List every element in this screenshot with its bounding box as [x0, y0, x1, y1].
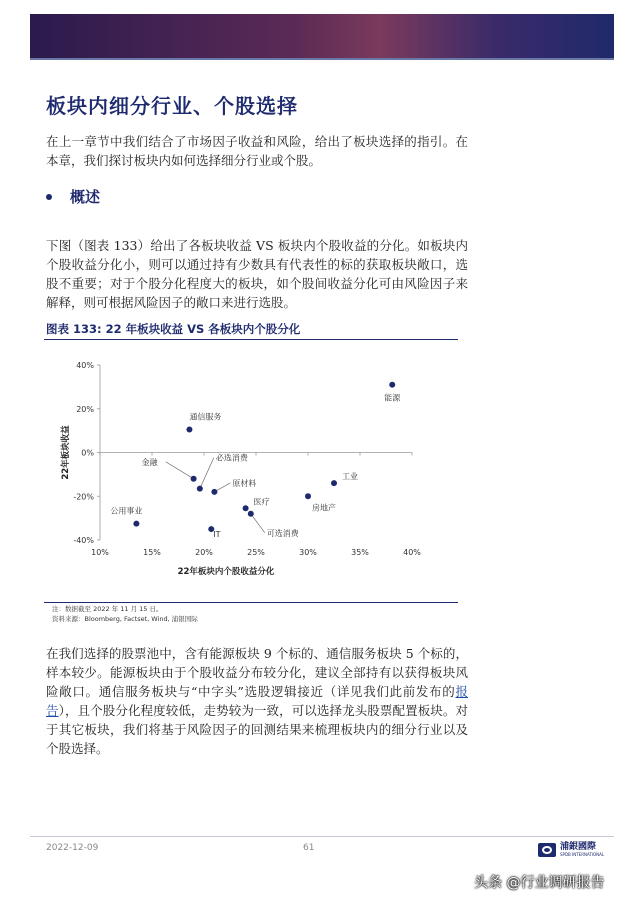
section-title: 概述 — [70, 188, 101, 206]
leader-line — [200, 458, 214, 489]
watermark: 头条 @行业调研报告 — [474, 875, 605, 891]
point-label: 能源 — [384, 393, 401, 403]
data-point — [331, 480, 337, 486]
y-tick-label: -20% — [73, 492, 94, 502]
data-point — [243, 505, 249, 511]
figure-source: 资料来源：Bloomberg, Factset, Wind, 浦银国际 — [52, 615, 198, 623]
point-label: 工业 — [342, 472, 358, 482]
figure-title: 图表 133: 22 年板块收益 VS 各板块内个股分化 — [46, 322, 301, 336]
x-tick-label: 15% — [143, 548, 161, 557]
point-label: 房地产 — [312, 503, 336, 513]
y-tick-labels — [73, 361, 100, 545]
x-tick-label: 35% — [351, 548, 369, 557]
logo-name-en: SPDB INTERNATIONAL — [560, 852, 605, 857]
figure-bottom-rule — [44, 602, 458, 603]
y-axis-label: 22年板块收益 — [61, 425, 71, 480]
point-label: 医疗 — [253, 497, 270, 507]
report-link[interactable]: 报告 — [46, 684, 468, 718]
data-point — [186, 427, 192, 433]
y-tick-label: -40% — [73, 536, 94, 545]
footer-divider — [30, 836, 614, 837]
analysis-paragraph — [46, 644, 468, 758]
section-heading-row — [46, 186, 100, 207]
footer-date: 2022-12-09 — [46, 843, 99, 853]
y-tick-label: 40% — [76, 361, 94, 370]
data-point — [211, 489, 217, 495]
figure-notes — [52, 604, 198, 624]
data-point — [248, 511, 254, 517]
x-tick-label: 10% — [91, 548, 109, 557]
point-label: 原材料 — [232, 478, 257, 488]
point-label: 必选消费 — [215, 453, 248, 463]
data-point — [191, 476, 197, 482]
point-label: 可选消费 — [266, 528, 299, 538]
x-tick-label: 40% — [403, 548, 421, 557]
scatter-chart — [44, 345, 458, 595]
x-tick-label: 20% — [195, 548, 213, 557]
x-tick-label: 30% — [299, 548, 317, 557]
point-label: 金融 — [141, 457, 158, 467]
company-logo — [538, 842, 604, 857]
label-leader-lines — [166, 458, 265, 533]
y-tick-label: 0% — [81, 448, 94, 458]
header-banner — [30, 14, 614, 58]
point-labels — [110, 393, 401, 539]
header-divider — [30, 58, 614, 60]
leader-line — [251, 514, 265, 533]
y-tick-label: 20% — [76, 404, 94, 414]
analysis-text-2: ），且个股分化程度较低，走势较为一致，可以选择龙头股票配置板块。对于其它板块，我们将基于风险因子的回测结果来梳理板块内的细分行业以及个股选择。 — [46, 703, 468, 756]
point-label: IT — [213, 530, 221, 540]
figure-top-rule — [44, 339, 458, 340]
data-point — [133, 521, 139, 527]
point-label: 公用事业 — [110, 506, 143, 516]
logo-name: 浦銀國際 — [560, 842, 597, 852]
figure-note: 注：数据截至 2022 年 11 月 15 日。 — [52, 605, 163, 613]
data-point — [305, 493, 311, 499]
point-label: 通信服务 — [189, 412, 222, 422]
analysis-text-1: 在我们选择的股票池中，含有能源板块 9 个标的、通信服务板块 5 个标的，样本较少。能源板块由于个股收益分布较分化，建议全部持有以获得板块风险敞口。通信服务板块与“中字头”选股逻辑接近（详见我们此前发布的 — [46, 646, 468, 699]
intro-paragraph: 在上一章节中我们结合了市场因子收益和风险，给出了板块选择的指引。在本章，我们探讨板块内如何选择细分行业或个股。 — [46, 134, 468, 168]
data-point — [389, 382, 395, 388]
leader-line — [166, 462, 194, 479]
bullet-icon — [46, 194, 52, 200]
x-axis-label: 22年板块内个股收益分化 — [177, 567, 275, 577]
data-points — [133, 382, 395, 532]
overview-paragraph: 下图（图表 133）给出了各板块收益 VS 板块内个股收益的分化。如板块内个股收益分化小，则可以通过持有少数具有代表性的标的获取板块敞口，选股不重要；对于个股分化程度大的板块，如个股间收益分化可由风险因子来解释，则可根据风险因子的敞口来进行选股。 — [46, 238, 468, 310]
page-number: 61 — [303, 843, 315, 853]
logo-icon — [538, 843, 556, 857]
x-tick-label: 25% — [247, 548, 265, 557]
data-point — [197, 486, 203, 492]
page-title: 板块内细分行业、个股选择 — [46, 94, 298, 118]
